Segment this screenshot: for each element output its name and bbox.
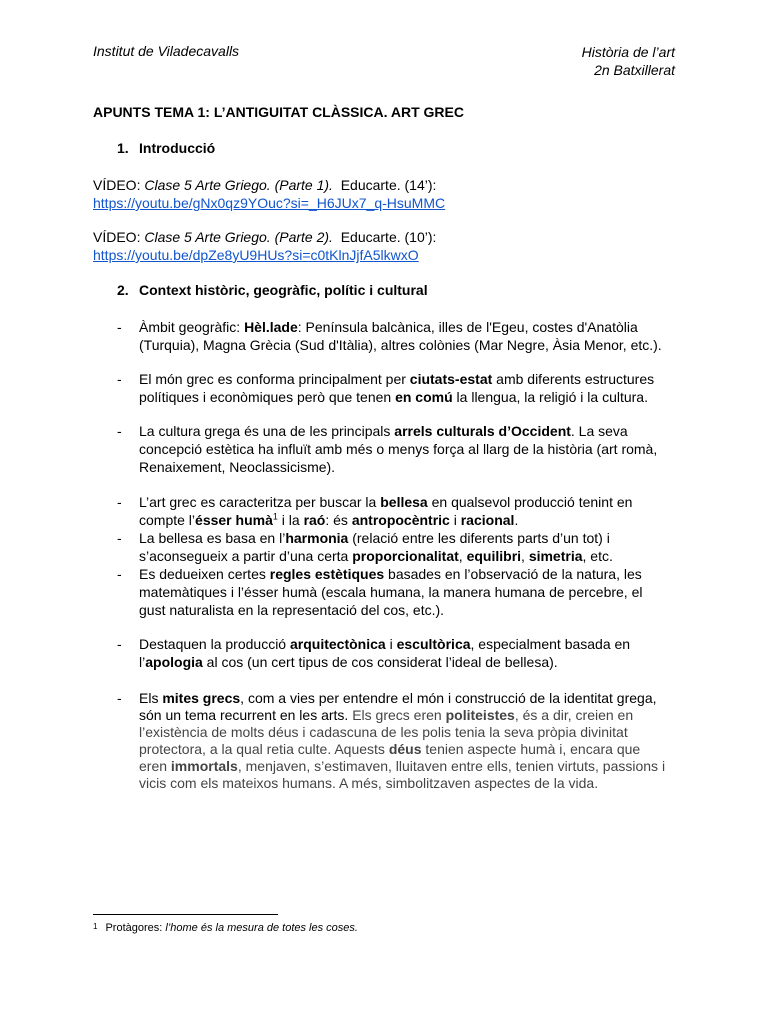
bullet-dash: - [117,566,122,582]
footnote-mark: 1 [93,922,98,931]
section-heading-context [117,282,428,298]
video-line [93,228,436,246]
document-page: Institut de Viladecavalls Història de l’art 2n Batxillerat APUNTS TEMA 1: L’ANTIGUITAT CLÀSSICA. ART GREC 1. Introducció VÍDEO: Clase 5 Arte Griego. (Parte 1). Educarte. (14’): https://youtu.be/gNx0qz9YOuc?si=_H6JUx7_q-HsuMMC VÍDEO: Clase 5 Arte Griego. (Parte 2). Educarte. (10’): https://youtu.be/dpZe8yU9HUs?si=c0tKlnJjfA5lkwxO 2. Context històric, geogràfic, polític i cultural - Àmbit geogràfic: Hèl.lade: Península balcànica, illes de l'Egeu, costes d'Anatòlia (Turquia), Magna Grècia (Sud d'Itàlia), altres colònies (Mar Negre, Àsia Menor, etc.). - El món grec es conforma principalment per ciutats-estat amb diferents estructures polítiques i econòmiques però que tenen en comú la llengua, la religió i la cultura. - La cultura grega és una de les principals arrels culturals d’Occident. La seva concepció estètica ha influït amb més o menys força al llarg de la història (art romà, Renaixement, Neoclassicisme). - L’art grec es caracteritza per buscar la bellesa en qualsevol producció tenint en compte l’ésser humà$^1$ i la raó: és antropocèntric i racional. - La bellesa es basa en l’harmonia (relació entre les diferents parts d’un tot) i s’aconsegueix a partir d’una certa proporcionalitat, equilibri, simetria, etc. - Es dedueixen certes regles estètiques basades en l’observació de la natura, les matemàtiques i l’ésser humà (escala humana, la manera humana de percebre, el gust naturalista en la representació del cos, etc.). - Destaquen la producció arquitectònica i escultòrica, especialment basada en l’apologia al cos (un cert tipus de cos considerat l’ideal de bellesa). - Els mites grecs, com a vies per entendre el món i construcció de la identitat grega, són un tema recurrent en les arts. Els grecs eren politeistes, és a dir, creien en l’existència de molts déus i cadascuna de les polis tenia la seva pròpia divinitat protectora, a la qual retia culte. Aquests déus tenien aspecte humà i, encara que eren immortals, menjaven, s’estimaven, lluitaven entre ells, tenien virtuts, passions i vicis com els mateixos humans. A més, simbolitzaven aspectes de la vida. $^1$ Protàgores: l’home és la mesura de totes les coses. [93,43,675,934]
video-line [93,176,445,194]
section-number: 1. [117,140,129,156]
header-subject: Història de l’art [581,44,675,60]
bullet-dash: - [117,494,122,510]
footnote-author: Protàgores: [105,922,166,934]
video-prefix: VÍDEO: [93,177,145,193]
video-entry-1 [93,176,445,212]
section-title: Context històric, geogràfic, polític i cultural [139,282,428,298]
footnote [93,922,358,934]
bullet-dash: - [117,636,122,652]
header-course: 2n Batxillerat [594,62,675,78]
video-name: Clase 5 Arte Griego. (Parte 1). [144,177,333,193]
video-link-2[interactable]: https://youtu.be/dpZe8yU9HUs?si=c0tKlnJjfA5lkwxO [93,247,419,263]
video-name: Clase 5 Arte Griego. (Parte 2). [144,229,333,245]
bullet-dash: - [117,690,122,706]
bullet-dash: - [117,319,122,335]
bullet-dash: - [117,423,122,439]
section-number: 2. [117,282,129,298]
section-title: Introducció [139,140,216,156]
video-prefix: VÍDEO: [93,229,145,245]
video-entry-2 [93,228,436,264]
video-source: Educarte. (14’): [332,177,437,193]
document-title: APUNTS TEMA 1: L’ANTIGUITAT CLÀSSICA. ART GREC [93,104,464,120]
header-right [582,43,675,79]
footnote-ref: 1 [272,511,278,522]
footnote-quote: l’home és la mesura de totes les coses. [165,922,358,934]
footnote-divider [93,914,278,915]
bullet-dash: - [117,530,122,546]
video-source: Educarte. (10’): [332,229,437,245]
bullet-dash: - [117,371,122,387]
section-heading-intro [117,140,215,156]
header-school: Institut de Viladecavalls [93,43,240,59]
video-link-1[interactable]: https://youtu.be/gNx0qz9YOuc?si=_H6JUx7_q-HsuMMC [93,195,446,211]
